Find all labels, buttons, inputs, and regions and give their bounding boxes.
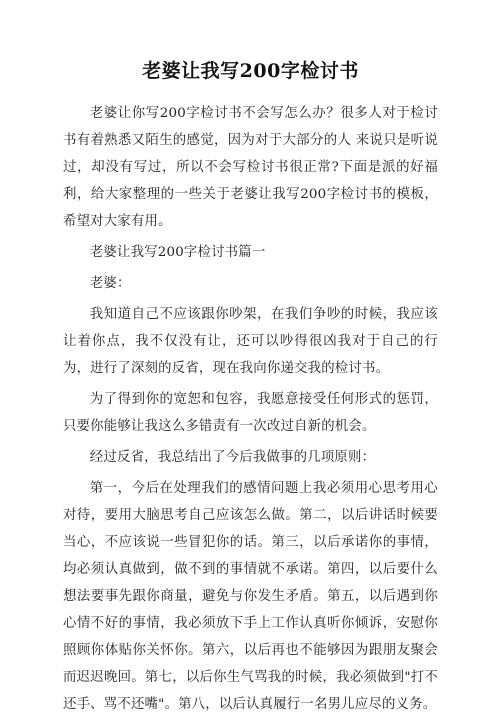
- intro-paragraph: 老婆让你写200字检讨书不会写怎么办？很多人对于检讨书有着熟悉又陌生的感觉，因为对于大部分的人 来说只是听说过，却没有写过，所以不会写检讨书很正常?下面是派的好福利，给大家整理的一些关于老婆让我写200字检讨书的模板，希望对大家有用。: [63, 106, 438, 229]
- document-page: [63, 56, 438, 718]
- salutation: 老婆：: [89, 276, 131, 291]
- body-paragraph-3: 经过反省，我总结出了今后我做事的几项原则：: [89, 450, 376, 465]
- section-heading: 老婆让我写200字检讨书篇一: [89, 245, 266, 260]
- body-paragraph-4: 第一，今后在处理我们的感情问题上我必须用心思考用心对待，要用大脑思考自己应该怎么做。第二，以后讲话时候要当心，不应该说一些冒犯你的话。第三，以后承诺你的事情，均必须认真做到，做不到的事情就不承诺。第四，以后要什么想法要事先跟你商量，避免与你发生矛盾。第五，以后遇到你心情不好的事情，我必须放下手上工作认真听你倾诉，安慰你照顾你体贴你关怀你。第六，以后再也不能够因为跟朋友聚会而迟迟晚回。第七，以后你生气骂我的时候，我必须做到"打不还手、骂不还嘴"。第八，以后认真履行一名男儿应尽的义务。: [63, 481, 438, 712]
- document-title: 老婆让我写200字检讨书: [142, 60, 359, 82]
- body-paragraph-1: 我知道自己不应该跟你吵架，在我们争吵的时候，我应该让着你点，我不仅没有让，还可以吵得很凶我对于自己的行为，进行了深刻的反省，现在我向你递交我的检讨书。: [63, 307, 438, 376]
- body-paragraph-2: 为了得到你的宽恕和包容，我愿意接受任何形式的惩罚，只要你能够让我这么多错责有一次改过自新的机会。: [63, 392, 438, 434]
